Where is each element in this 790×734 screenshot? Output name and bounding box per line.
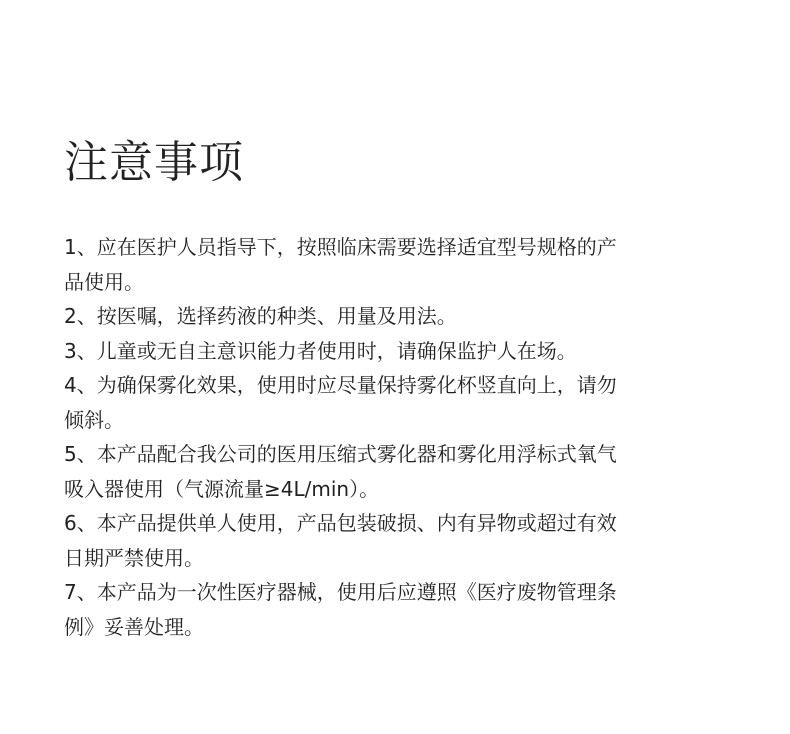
note-line: 7、本产品为一次性医疗器械，使用后应遵照《医疗废物管理条 <box>64 580 617 604</box>
note-item-4 <box>64 368 684 437</box>
note-line: 6、本产品提供单人使用，产品包装破损、内有异物或超过有效 <box>64 511 617 535</box>
note-item-2 <box>64 299 684 334</box>
note-line: 例》妥善处理。 <box>64 614 204 639</box>
note-line: 4、为确保雾化效果，使用时应尽量保持雾化杯竖直向上，请勿 <box>64 373 617 397</box>
note-line: 2、按医嘱，选择药液的种类、用量及用法。 <box>64 304 457 328</box>
note-item-3 <box>64 334 684 369</box>
note-item-7 <box>64 575 684 644</box>
note-item-1 <box>64 230 684 299</box>
note-line: 品使用。 <box>64 269 144 294</box>
note-item-5 <box>64 437 684 506</box>
note-line: 日期严禁使用。 <box>64 545 204 570</box>
notes-list <box>64 230 684 644</box>
note-line: 倾斜。 <box>64 407 124 432</box>
note-line: 1、应在医护人员指导下，按照临床需要选择适宜型号规格的产 <box>64 235 617 259</box>
note-line: 3、儿童或无自主意识能力者使用时，请确保监护人在场。 <box>64 338 577 363</box>
note-line: 5、本产品配合我公司的医用压缩式雾化器和雾化用浮标式氧气 <box>64 442 617 466</box>
note-line: 吸入器使用（气源流量≥4L/min）。 <box>64 476 380 501</box>
page-title: 注意事项 <box>64 137 244 188</box>
note-item-6 <box>64 506 684 575</box>
